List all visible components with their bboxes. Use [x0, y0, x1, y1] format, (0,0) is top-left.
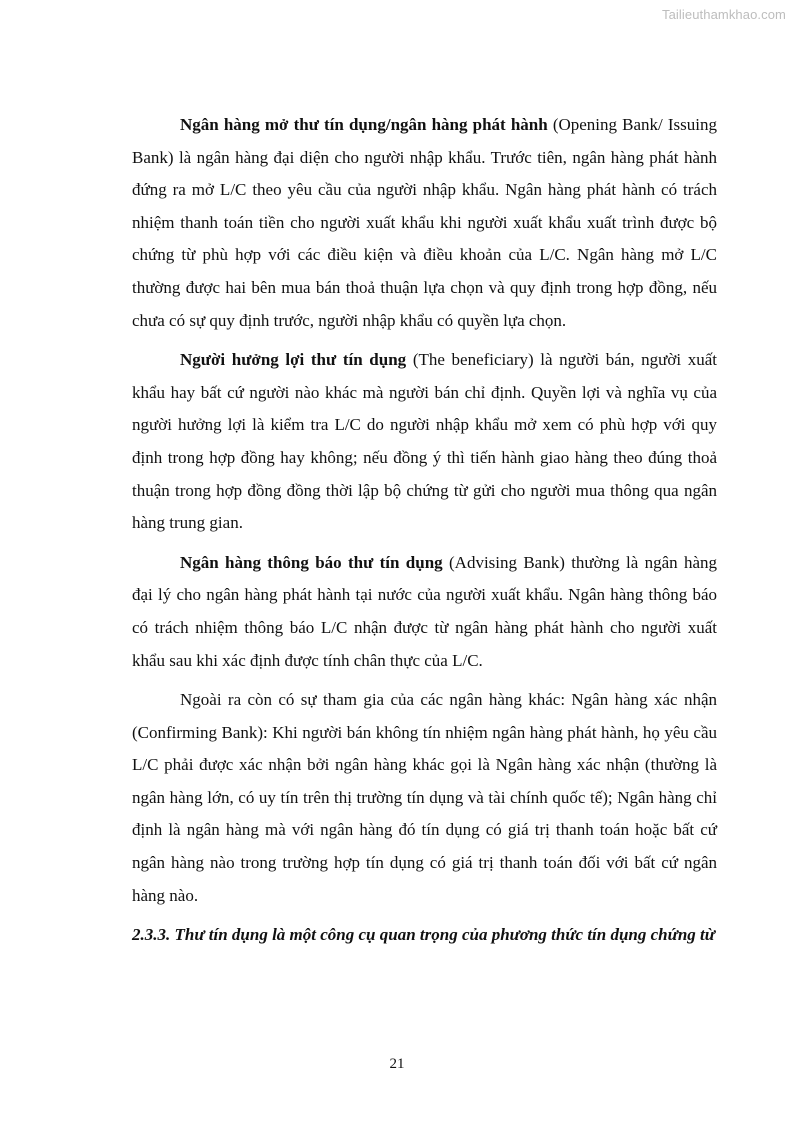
document-body	[132, 109, 717, 952]
paragraph-advising-bank	[132, 547, 717, 677]
section-heading: 2.3.3. Thư tín dụng là một công cụ quan trọng của phương thức tín dụng chứng từ	[132, 925, 715, 945]
paragraph-text: (Advising Bank) thường là ngân hàng đại lý cho ngân hàng phát hành tại nước của người xuất khẩu. Ngân hàng thông báo có trách nhiệm thông báo L/C nhận được từ ngân hàng phát hành cho người xuất khẩu sau khi xác định được tính chân thực của L/C.	[132, 552, 717, 670]
term-beneficiary: Người hưởng lợi thư tín dụng	[180, 350, 407, 370]
page-number: 21	[389, 1056, 405, 1072]
term-opening-bank: Ngân hàng mở thư tín dụng/ngân hàng phát hành	[180, 115, 548, 134]
watermark: Tailieuthamkhao.com	[661, 7, 786, 22]
term-advising-bank: Ngân hàng thông báo thư tín dụng	[180, 552, 443, 572]
paragraph-text: (Opening Bank/ Issuing Bank) là ngân hàng đại diện cho người nhập khẩu. Trước tiên, ngân hàng phát hành đứng ra mở L/C theo yêu cầu của người nhập khẩu. Ngân hàng phát hành có trách nhiệm thanh toán tiền cho người xuất khẩu khi người xuất khẩu xuất trình được bộ chứng từ phù hợp với các điều kiện và điều khoản của L/C. Ngân hàng mở L/C thường được hai bên mua bán thoả thuận lựa chọn và quy định trong hợp đồng, nếu chưa có sự quy định trước, người nhập khẩu có quyền lựa chọn.	[132, 115, 717, 330]
paragraph-text: (The beneficiary) là người bán, người xuất khẩu hay bất cứ người nào khác mà người bán chỉ định. Quyền lợi và nghĩa vụ của người hưởng lợi là kiểm tra L/C do người nhập khẩu mở xem có phù hợp với quy định trong hợp đồng hay không; nếu đồng ý thì tiến hành giao hàng theo đúng thoả thuận trong hợp đồng đồng thời lập bộ chứng từ gửi cho người mua thông qua ngân hàng trung gian.	[132, 350, 717, 533]
paragraph-other-banks	[132, 684, 717, 912]
paragraph-beneficiary	[132, 344, 717, 540]
paragraph-text: Ngoài ra còn có sự tham gia của các ngân hàng khác: Ngân hàng xác nhận (Confirming Bank): Khi người bán không tín nhiệm ngân hàng phát hành, họ yêu cầu L/C phải được xác nhận bởi ngân hàng khác gọi là Ngân hàng xác nhận (thường là ngân hàng lớn, có uy tín trên thị trường tín dụng và tài chính quốc tế); Ngân hàng chỉ định là ngân hàng mà với ngân hàng đó tín dụng có giá trị thanh toán hoặc bất cứ ngân hàng nào trong trường hợp tín dụng có giá trị thanh toán đối với bất cứ ngân hàng nào.	[132, 690, 717, 905]
paragraph-opening-bank	[132, 109, 717, 337]
